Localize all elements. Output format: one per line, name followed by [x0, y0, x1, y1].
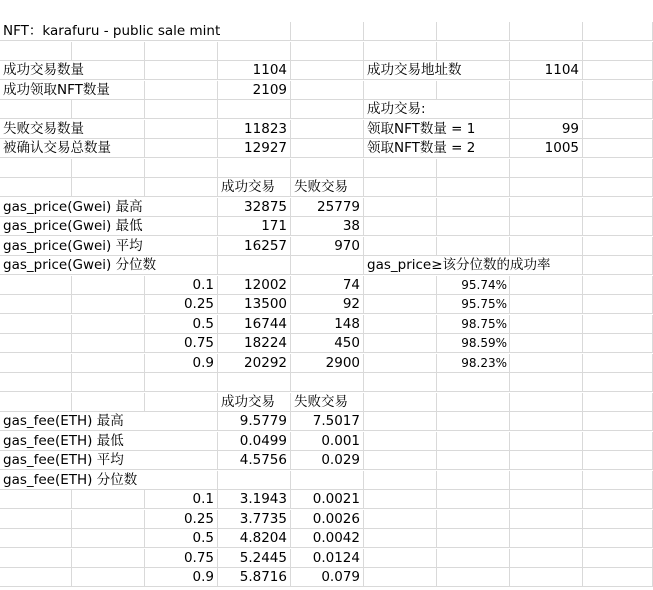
empty-cell[interactable]: [364, 217, 437, 236]
empty-cell[interactable]: [364, 159, 437, 178]
empty-cell[interactable]: [72, 315, 145, 334]
empty-cell[interactable]: [364, 451, 437, 470]
empty-cell[interactable]: [510, 510, 583, 529]
empty-cell[interactable]: [145, 178, 218, 197]
empty-cell[interactable]: [364, 276, 437, 295]
empty-cell[interactable]: [0, 159, 72, 178]
empty-cell[interactable]: [218, 42, 291, 61]
empty-cell[interactable]: [510, 529, 583, 548]
empty-cell[interactable]: [0, 334, 72, 353]
gas-price-quantile-failed[interactable]: 2900: [291, 354, 364, 373]
empty-cell[interactable]: [510, 217, 583, 236]
empty-cell[interactable]: [364, 393, 437, 412]
empty-cell[interactable]: [583, 510, 653, 529]
empty-cell[interactable]: [291, 120, 364, 139]
gas-price-quantile[interactable]: 0.9: [145, 354, 218, 373]
empty-cell[interactable]: [583, 139, 653, 158]
gas-price-success-value[interactable]: 32875: [218, 198, 291, 217]
gas-price-rate-label[interactable]: gas_price≥该分位数的成功率: [364, 256, 583, 275]
empty-cell[interactable]: [72, 373, 145, 392]
empty-cell[interactable]: [583, 198, 653, 217]
empty-cell[interactable]: [583, 256, 653, 275]
gas-fee-quantile[interactable]: 0.5: [145, 529, 218, 548]
empty-cell[interactable]: [72, 159, 145, 178]
empty-cell[interactable]: [510, 471, 583, 490]
empty-cell[interactable]: [145, 159, 218, 178]
empty-cell[interactable]: [291, 61, 364, 80]
gas-fee-quantile-failed[interactable]: 0.0021: [291, 490, 364, 509]
empty-cell[interactable]: [291, 22, 364, 41]
empty-cell[interactable]: [583, 412, 653, 431]
gas-fee-failed-value[interactable]: 7.5017: [291, 412, 364, 431]
empty-cell[interactable]: [583, 334, 653, 353]
empty-cell[interactable]: [218, 471, 291, 490]
empty-cell[interactable]: [0, 354, 72, 373]
empty-cell[interactable]: [72, 334, 145, 353]
empty-cell[interactable]: [437, 393, 510, 412]
success-addr-label[interactable]: 成功交易地址数: [364, 61, 510, 80]
empty-cell[interactable]: [437, 178, 510, 197]
empty-cell[interactable]: [0, 549, 72, 568]
empty-cell[interactable]: [145, 100, 218, 119]
gas-fee-quantile-success[interactable]: 5.2445: [218, 549, 291, 568]
empty-cell[interactable]: [218, 256, 291, 275]
empty-cell[interactable]: [437, 217, 510, 236]
gas-price-row-label[interactable]: gas_price(Gwei) 最高: [0, 198, 218, 217]
empty-cell[interactable]: [510, 81, 583, 100]
gas-fee-row-label[interactable]: gas_fee(ETH) 最高: [0, 412, 218, 431]
empty-cell[interactable]: [583, 393, 653, 412]
empty-cell[interactable]: [291, 42, 364, 61]
empty-cell[interactable]: [0, 490, 72, 509]
empty-cell[interactable]: [0, 568, 72, 587]
success-nft-value[interactable]: 2109: [218, 81, 291, 100]
gas-fee-quantile-failed[interactable]: 0.079: [291, 568, 364, 587]
empty-cell[interactable]: [583, 315, 653, 334]
gas-fee-row-label[interactable]: gas_fee(ETH) 平均: [0, 451, 218, 470]
empty-cell[interactable]: [437, 198, 510, 217]
empty-cell[interactable]: [583, 451, 653, 470]
empty-cell[interactable]: [291, 471, 364, 490]
empty-cell[interactable]: [437, 568, 510, 587]
gas-fee-quantile[interactable]: 0.75: [145, 549, 218, 568]
empty-cell[interactable]: [510, 276, 583, 295]
gas-fee-quantile-success[interactable]: 5.8716: [218, 568, 291, 587]
empty-cell[interactable]: [145, 61, 218, 80]
empty-cell[interactable]: [0, 100, 72, 119]
claim1-value[interactable]: 99: [510, 120, 583, 139]
gas-price-success-rate[interactable]: 98.75%: [437, 315, 510, 334]
empty-cell[interactable]: [583, 549, 653, 568]
empty-cell[interactable]: [510, 237, 583, 256]
gas-fee-row-label[interactable]: gas_fee(ETH) 最低: [0, 432, 218, 451]
empty-cell[interactable]: [0, 315, 72, 334]
gas-price-failed-value[interactable]: 38: [291, 217, 364, 236]
empty-cell[interactable]: [145, 81, 218, 100]
empty-cell[interactable]: [583, 295, 653, 314]
empty-cell[interactable]: [0, 510, 72, 529]
gas-price-success-value[interactable]: 171: [218, 217, 291, 236]
gas-price-quantile-success[interactable]: 12002: [218, 276, 291, 295]
gas-price-quantile[interactable]: 0.1: [145, 276, 218, 295]
claim1-label[interactable]: 领取NFT数量 = 1: [364, 120, 510, 139]
empty-cell[interactable]: [72, 276, 145, 295]
empty-cell[interactable]: [364, 432, 437, 451]
empty-cell[interactable]: [364, 198, 437, 217]
claim2-label[interactable]: 领取NFT数量 = 2: [364, 139, 510, 158]
empty-cell[interactable]: [364, 529, 437, 548]
gas-fee-quantile-label[interactable]: gas_fee(ETH) 分位数: [0, 471, 218, 490]
empty-cell[interactable]: [72, 510, 145, 529]
gas-price-success-value[interactable]: 16257: [218, 237, 291, 256]
empty-cell[interactable]: [0, 373, 72, 392]
claim2-value[interactable]: 1005: [510, 139, 583, 158]
empty-cell[interactable]: [437, 432, 510, 451]
empty-cell[interactable]: [72, 178, 145, 197]
empty-cell[interactable]: [218, 159, 291, 178]
empty-cell[interactable]: [510, 373, 583, 392]
gas-fee-failed-value[interactable]: 0.001: [291, 432, 364, 451]
empty-cell[interactable]: [583, 217, 653, 236]
empty-cell[interactable]: [437, 42, 510, 61]
empty-cell[interactable]: [437, 373, 510, 392]
empty-cell[interactable]: [437, 490, 510, 509]
empty-cell[interactable]: [583, 159, 653, 178]
empty-cell[interactable]: [291, 81, 364, 100]
empty-cell[interactable]: [583, 432, 653, 451]
empty-cell[interactable]: [364, 373, 437, 392]
empty-cell[interactable]: [364, 295, 437, 314]
sheet-title[interactable]: NFT：karafuru - public sale mint: [0, 22, 291, 41]
gas-fee-success-value[interactable]: 4.5756: [218, 451, 291, 470]
failed-tx-value[interactable]: 11823: [218, 120, 291, 139]
empty-cell[interactable]: [583, 100, 653, 119]
gas-fee-failed-value[interactable]: 0.029: [291, 451, 364, 470]
empty-cell[interactable]: [364, 412, 437, 431]
empty-cell[interactable]: [0, 178, 72, 197]
confirmed-tx-value[interactable]: 12927: [218, 139, 291, 158]
empty-cell[interactable]: [510, 412, 583, 431]
empty-cell[interactable]: [364, 510, 437, 529]
empty-cell[interactable]: [510, 451, 583, 470]
empty-cell[interactable]: [583, 237, 653, 256]
empty-cell[interactable]: [510, 315, 583, 334]
empty-cell[interactable]: [364, 471, 437, 490]
gas-price-success-rate[interactable]: 95.75%: [437, 295, 510, 314]
empty-cell[interactable]: [583, 42, 653, 61]
empty-cell[interactable]: [510, 100, 583, 119]
confirmed-tx-label[interactable]: 被确认交易总数量: [0, 139, 145, 158]
empty-cell[interactable]: [437, 510, 510, 529]
gas-price-success-rate[interactable]: 95.74%: [437, 276, 510, 295]
empty-cell[interactable]: [145, 373, 218, 392]
empty-cell[interactable]: [364, 568, 437, 587]
success-nft-label[interactable]: 成功领取NFT数量: [0, 81, 145, 100]
gas-price-quantile-success[interactable]: 13500: [218, 295, 291, 314]
empty-cell[interactable]: [437, 412, 510, 431]
gas-fee-col-success[interactable]: 成功交易: [218, 393, 291, 412]
empty-cell[interactable]: [72, 490, 145, 509]
empty-cell[interactable]: [72, 295, 145, 314]
empty-cell[interactable]: [72, 549, 145, 568]
empty-cell[interactable]: [510, 159, 583, 178]
success-tx-value[interactable]: 1104: [218, 61, 291, 80]
empty-cell[interactable]: [72, 568, 145, 587]
empty-cell[interactable]: [291, 256, 364, 275]
empty-cell[interactable]: [72, 393, 145, 412]
empty-cell[interactable]: [583, 354, 653, 373]
gas-fee-quantile-failed[interactable]: 0.0124: [291, 549, 364, 568]
empty-cell[interactable]: [0, 42, 72, 61]
empty-cell[interactable]: [218, 100, 291, 119]
empty-cell[interactable]: [72, 100, 145, 119]
empty-cell[interactable]: [72, 529, 145, 548]
empty-cell[interactable]: [291, 100, 364, 119]
empty-cell[interactable]: [364, 549, 437, 568]
empty-cell[interactable]: [583, 22, 653, 41]
gas-fee-quantile-success[interactable]: 3.7735: [218, 510, 291, 529]
empty-cell[interactable]: [364, 22, 437, 41]
gas-fee-quantile[interactable]: 0.1: [145, 490, 218, 509]
empty-cell[interactable]: [437, 237, 510, 256]
empty-cell[interactable]: [72, 354, 145, 373]
empty-cell[interactable]: [583, 568, 653, 587]
empty-cell[interactable]: [364, 178, 437, 197]
gas-price-quantile[interactable]: 0.75: [145, 334, 218, 353]
empty-cell[interactable]: [145, 139, 218, 158]
empty-cell[interactable]: [291, 373, 364, 392]
success-tx-heading[interactable]: 成功交易:: [364, 100, 510, 119]
empty-cell[interactable]: [218, 373, 291, 392]
empty-cell[interactable]: [364, 490, 437, 509]
gas-fee-quantile[interactable]: 0.25: [145, 510, 218, 529]
gas-price-row-label[interactable]: gas_price(Gwei) 最低: [0, 217, 218, 236]
gas-price-quantile-failed[interactable]: 148: [291, 315, 364, 334]
empty-cell[interactable]: [437, 451, 510, 470]
empty-cell[interactable]: [510, 549, 583, 568]
gas-price-quantile-label[interactable]: gas_price(Gwei) 分位数: [0, 256, 218, 275]
empty-cell[interactable]: [583, 81, 653, 100]
gas-fee-success-value[interactable]: 0.0499: [218, 432, 291, 451]
empty-cell[interactable]: [437, 81, 510, 100]
empty-cell[interactable]: [364, 81, 437, 100]
empty-cell[interactable]: [72, 42, 145, 61]
empty-cell[interactable]: [437, 529, 510, 548]
empty-cell[interactable]: [0, 393, 72, 412]
empty-cell[interactable]: [510, 295, 583, 314]
empty-cell[interactable]: [510, 178, 583, 197]
gas-price-success-rate[interactable]: 98.59%: [437, 334, 510, 353]
empty-cell[interactable]: [145, 393, 218, 412]
gas-price-quantile-failed[interactable]: 92: [291, 295, 364, 314]
gas-price-col-success[interactable]: 成功交易: [218, 178, 291, 197]
empty-cell[interactable]: [437, 159, 510, 178]
success-tx-label[interactable]: 成功交易数量: [0, 61, 145, 80]
empty-cell[interactable]: [364, 42, 437, 61]
empty-cell[interactable]: [510, 393, 583, 412]
gas-price-quantile-success[interactable]: 18224: [218, 334, 291, 353]
empty-cell[interactable]: [583, 61, 653, 80]
empty-cell[interactable]: [510, 490, 583, 509]
gas-price-quantile[interactable]: 0.5: [145, 315, 218, 334]
empty-cell[interactable]: [0, 295, 72, 314]
gas-price-quantile-failed[interactable]: 450: [291, 334, 364, 353]
gas-fee-quantile-failed[interactable]: 0.0042: [291, 529, 364, 548]
empty-cell[interactable]: [145, 120, 218, 139]
empty-cell[interactable]: [583, 178, 653, 197]
empty-cell[interactable]: [510, 568, 583, 587]
gas-fee-quantile[interactable]: 0.9: [145, 568, 218, 587]
empty-cell[interactable]: [364, 334, 437, 353]
gas-fee-quantile-success[interactable]: 3.1943: [218, 490, 291, 509]
empty-cell[interactable]: [145, 42, 218, 61]
empty-cell[interactable]: [0, 529, 72, 548]
gas-price-failed-value[interactable]: 970: [291, 237, 364, 256]
empty-cell[interactable]: [510, 198, 583, 217]
empty-cell[interactable]: [0, 276, 72, 295]
gas-price-quantile-success[interactable]: 16744: [218, 315, 291, 334]
gas-price-quantile[interactable]: 0.25: [145, 295, 218, 314]
empty-cell[interactable]: [291, 159, 364, 178]
empty-cell[interactable]: [510, 432, 583, 451]
empty-cell[interactable]: [510, 354, 583, 373]
empty-cell[interactable]: [583, 529, 653, 548]
empty-cell[interactable]: [510, 42, 583, 61]
gas-fee-success-value[interactable]: 9.5779: [218, 412, 291, 431]
empty-cell[interactable]: [583, 490, 653, 509]
empty-cell[interactable]: [583, 276, 653, 295]
success-addr-value[interactable]: 1104: [510, 61, 583, 80]
empty-cell[interactable]: [364, 354, 437, 373]
gas-price-col-failed[interactable]: 失败交易: [291, 178, 364, 197]
gas-price-row-label[interactable]: gas_price(Gwei) 平均: [0, 237, 218, 256]
gas-fee-quantile-success[interactable]: 4.8204: [218, 529, 291, 548]
empty-cell[interactable]: [364, 237, 437, 256]
empty-cell[interactable]: [583, 373, 653, 392]
gas-price-success-rate[interactable]: 98.23%: [437, 354, 510, 373]
empty-cell[interactable]: [510, 334, 583, 353]
failed-tx-label[interactable]: 失败交易数量: [0, 120, 145, 139]
gas-fee-quantile-failed[interactable]: 0.0026: [291, 510, 364, 529]
empty-cell[interactable]: [437, 549, 510, 568]
empty-cell[interactable]: [291, 139, 364, 158]
gas-price-quantile-success[interactable]: 20292: [218, 354, 291, 373]
gas-fee-col-failed[interactable]: 失败交易: [291, 393, 364, 412]
gas-price-failed-value[interactable]: 25779: [291, 198, 364, 217]
empty-cell[interactable]: [437, 471, 510, 490]
empty-cell[interactable]: [583, 471, 653, 490]
empty-cell[interactable]: [437, 22, 510, 41]
empty-cell[interactable]: [510, 22, 583, 41]
empty-cell[interactable]: [364, 315, 437, 334]
empty-cell[interactable]: [583, 120, 653, 139]
gas-price-quantile-failed[interactable]: 74: [291, 276, 364, 295]
